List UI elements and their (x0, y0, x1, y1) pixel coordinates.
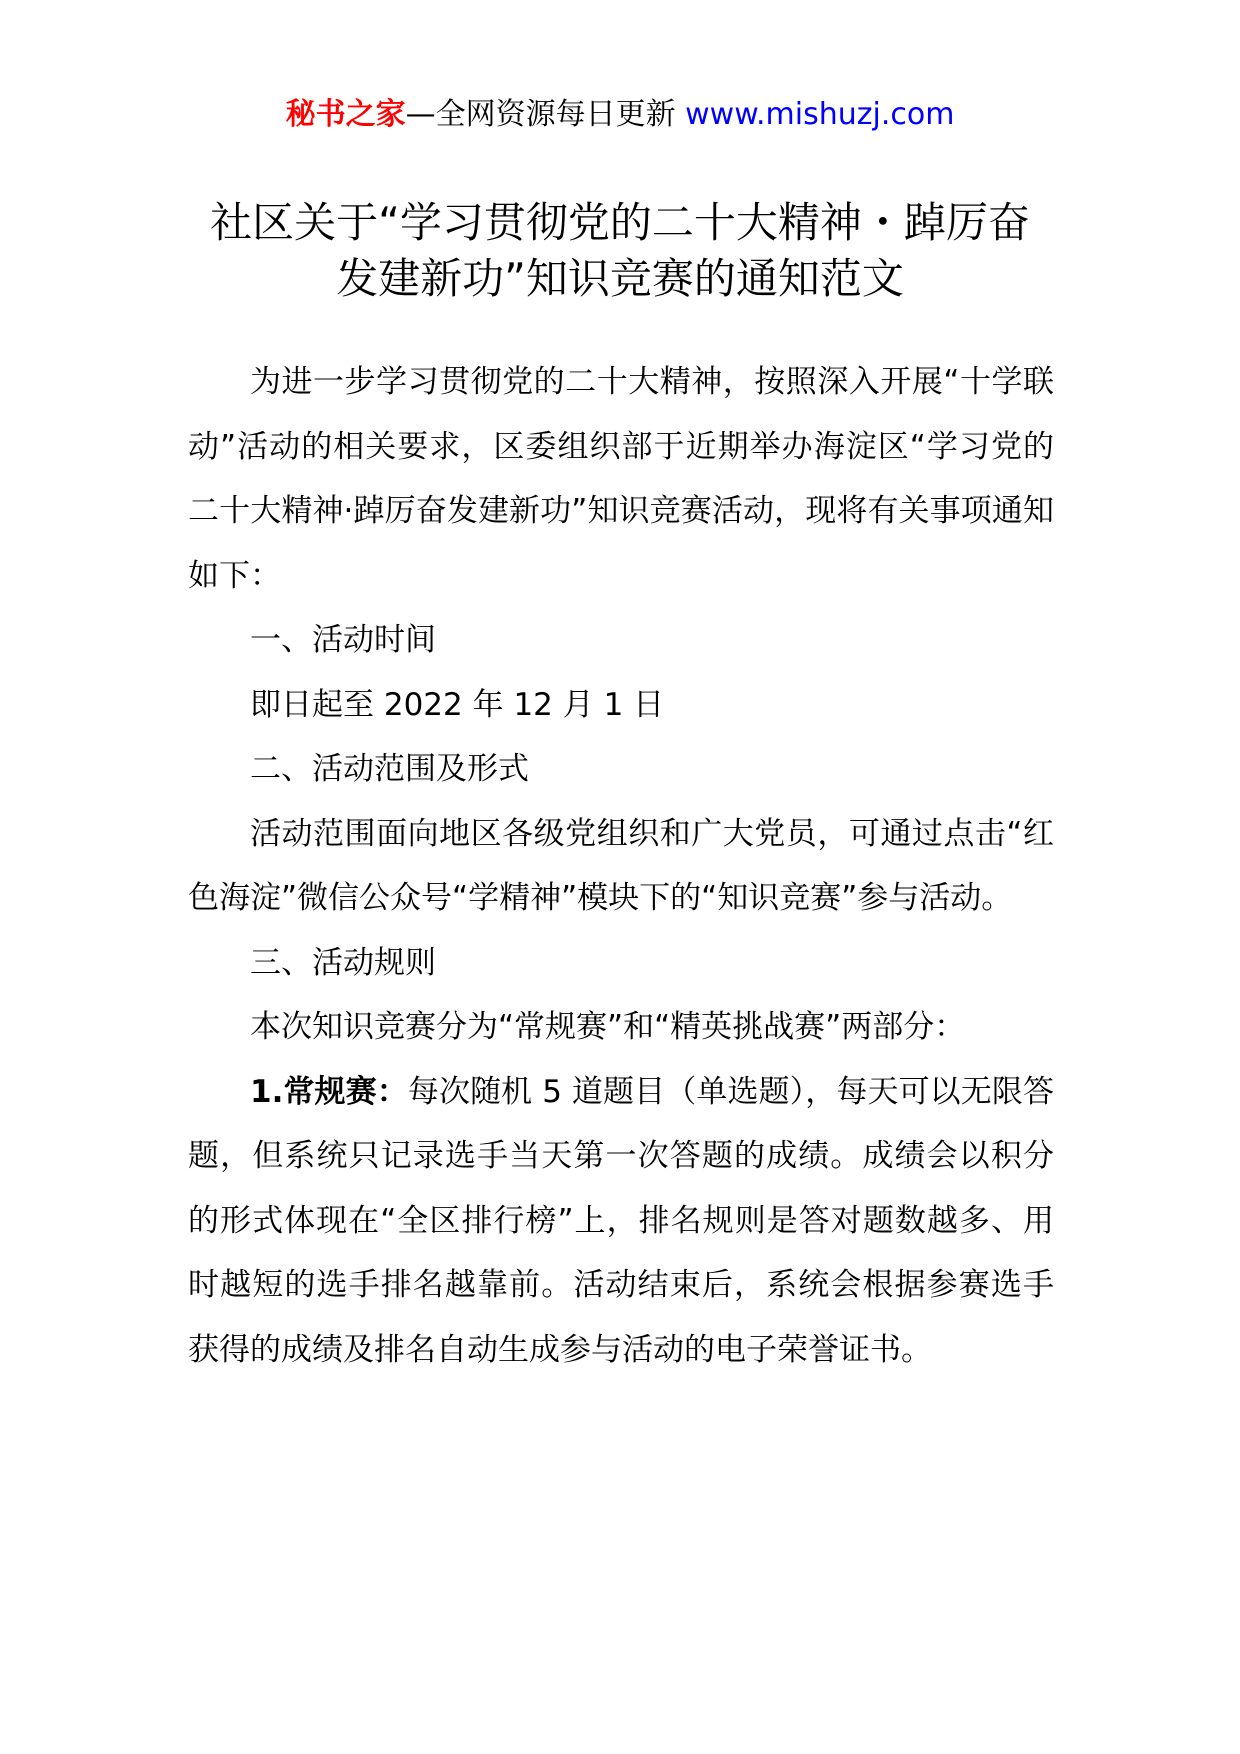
rule-item-text: 每次随机 5 道题目（单选题），每天可以无限答题，但系统只记录选手当天第一次答题的成绩。成绩会以积分的形式体现在“全区排行榜”上，排名规则是答对题数越多、用时越短的选手排名越靠前。活动结束后，系统会根据参赛选手获得的成绩及排名自动生成参与活动的电子荣誉证书。 (188, 1073, 1054, 1368)
section-text-rules: 本次知识竞赛分为“常规赛”和“精英挑战赛”两部分： (250, 1009, 966, 1045)
section-heading-rules: 三、活动规则 (250, 944, 436, 981)
rule-item-regular (188, 1060, 1054, 1383)
section-heading-scope: 二、活动范围及形式 (250, 751, 529, 787)
section-text-time: 即日起至 2022 年 12 月 1 日 (250, 686, 665, 723)
rule-item-lead: 1.常规赛： (250, 1073, 408, 1110)
document-title: 社区关于“学习贯彻党的二十大精神・踔厉奋发建新功”知识竞赛的通知范文 (210, 198, 1030, 303)
site-header (0, 95, 1240, 135)
section-heading-time: 一、活动时间 (250, 622, 436, 658)
brand-name: 秘书之家 (285, 97, 406, 132)
intro-paragraph: 为进一步学习贯彻党的二十大精神，按照深入开展“十学联动”活动的相关要求，区委组织部于近期举办海淀区“学习党的二十大精神·踔厉奋发建新功”知识竞赛活动，现将有关事项通知如下： (188, 364, 1054, 594)
site-url-link[interactable]: www.mishuzj.com (685, 97, 955, 132)
document-body (188, 350, 1054, 1382)
section-text-scope: 活动范围面向地区各级党组织和广大党员，可通过点击“红色海淀”微信公众号“学精神”模块下的“知识竞赛”参与活动。 (188, 815, 1054, 916)
header-tagline: —全网资源每日更新 (405, 97, 686, 132)
